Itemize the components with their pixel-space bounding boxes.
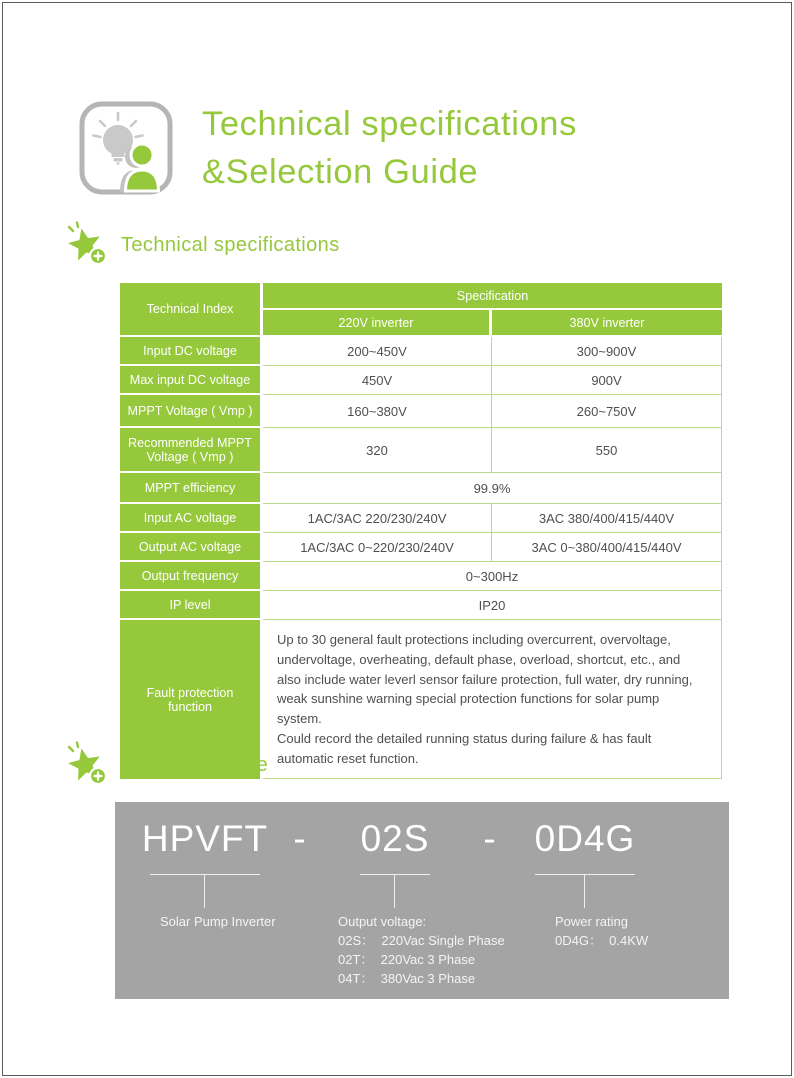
spec-label: Max input DC voltage	[120, 366, 263, 395]
spec-value: 1AC/3AC 220/230/240V	[263, 504, 492, 533]
spec-table	[120, 283, 722, 779]
page-title-line1: Technical specifications	[202, 105, 577, 143]
table-header-row	[120, 283, 722, 310]
selection-guide-section-heading	[62, 738, 268, 788]
spec-value: 0~300Hz	[263, 562, 722, 591]
lightbulb-person-icon	[78, 100, 174, 196]
model-segment-power: 0D4G	[534, 818, 636, 859]
spec-label: Output frequency	[120, 562, 263, 591]
page-title-line2: &Selection Guide	[202, 153, 479, 191]
spec-value: 450V	[263, 366, 492, 395]
leader-line	[360, 874, 430, 875]
spec-value: 320	[263, 428, 492, 473]
table-row	[120, 395, 722, 428]
note-output-voltage	[338, 912, 505, 988]
spec-label: IP level	[120, 591, 263, 620]
col-header-380v: 380V inverter	[492, 310, 722, 337]
spec-value: 200~450V	[263, 337, 492, 366]
note-series	[160, 912, 276, 931]
spec-value: IP20	[263, 591, 722, 620]
spec-value: 3AC 0~380/400/415/440V	[492, 533, 722, 562]
page-title	[202, 100, 577, 196]
note-line: 04T： 380Vac 3 Phase	[338, 971, 476, 986]
table-row	[120, 504, 722, 533]
table-row	[120, 591, 722, 620]
note-line: Output voltage:	[338, 914, 427, 929]
leader-line	[535, 874, 635, 875]
table-row	[120, 533, 722, 562]
note-line: 0D4G： 0.4KW	[555, 933, 649, 948]
spec-value: 99.9%	[263, 473, 722, 504]
corner-header-cell: Technical Index	[120, 283, 263, 337]
model-segment-voltage: 02S	[360, 818, 430, 859]
spec-label: MPPT Voltage ( Vmp )	[120, 395, 263, 428]
spec-value: 1AC/3AC 0~220/230/240V	[263, 533, 492, 562]
spec-label: Input DC voltage	[120, 337, 263, 366]
spec-value: 3AC 380/400/415/440V	[492, 504, 722, 533]
fault-paragraph-1: Up to 30 general fault protections including overcurrent, overvoltage, undervoltage, overheating, default phase, overload, shortcut, etc., and also include water leverl sensor failure protection, full water, dry running, weak sunshine warning special protection functions for solar pump system.	[277, 632, 693, 726]
star-plus-icon	[62, 739, 112, 787]
model-separator: -	[483, 818, 497, 859]
col-header-220v: 220V inverter	[263, 310, 492, 337]
note-line: Solar Pump Inverter	[160, 914, 276, 929]
table-row	[120, 473, 722, 504]
leader-stem	[394, 874, 395, 908]
group-header-cell: Specification	[263, 283, 722, 310]
note-line: 02T： 220Vac 3 Phase	[338, 952, 476, 967]
tech-specs-section-label: Technical specifications	[121, 233, 340, 256]
spec-label: Recommended MPPT Voltage ( Vmp )	[120, 428, 263, 473]
table-row	[120, 337, 722, 366]
model-segment-series: HPVFT	[141, 818, 269, 859]
leader-line	[150, 874, 260, 875]
model-code-panel	[115, 802, 729, 999]
table-row	[120, 366, 722, 395]
spec-label: Input AC voltage	[120, 504, 263, 533]
spec-value: 300~900V	[492, 337, 722, 366]
fault-protection-text	[263, 620, 722, 779]
spec-label: Fault protection function	[120, 620, 263, 779]
note-line: 02S： 220Vac Single Phase	[338, 933, 505, 948]
spec-value: 550	[492, 428, 722, 473]
table-row	[120, 428, 722, 473]
spec-value: 260~750V	[492, 395, 722, 428]
spec-value: 900V	[492, 366, 722, 395]
model-separator: -	[293, 818, 307, 859]
leader-stem	[584, 874, 585, 908]
tech-specs-section-heading	[62, 218, 340, 268]
selection-guide-section-label: Selection Guide	[121, 753, 269, 776]
note-line: Power rating	[555, 914, 628, 929]
star-plus-icon	[62, 219, 112, 267]
fault-paragraph-2: Could record the detailed running status during failure & has fault automatic reset function.	[277, 730, 652, 766]
note-power-rating	[555, 912, 648, 950]
spec-value: 160~380V	[263, 395, 492, 428]
spec-label: MPPT efficiency	[120, 473, 263, 504]
leader-stem	[204, 874, 205, 908]
spec-label: Output AC voltage	[120, 533, 263, 562]
table-row	[120, 562, 722, 591]
